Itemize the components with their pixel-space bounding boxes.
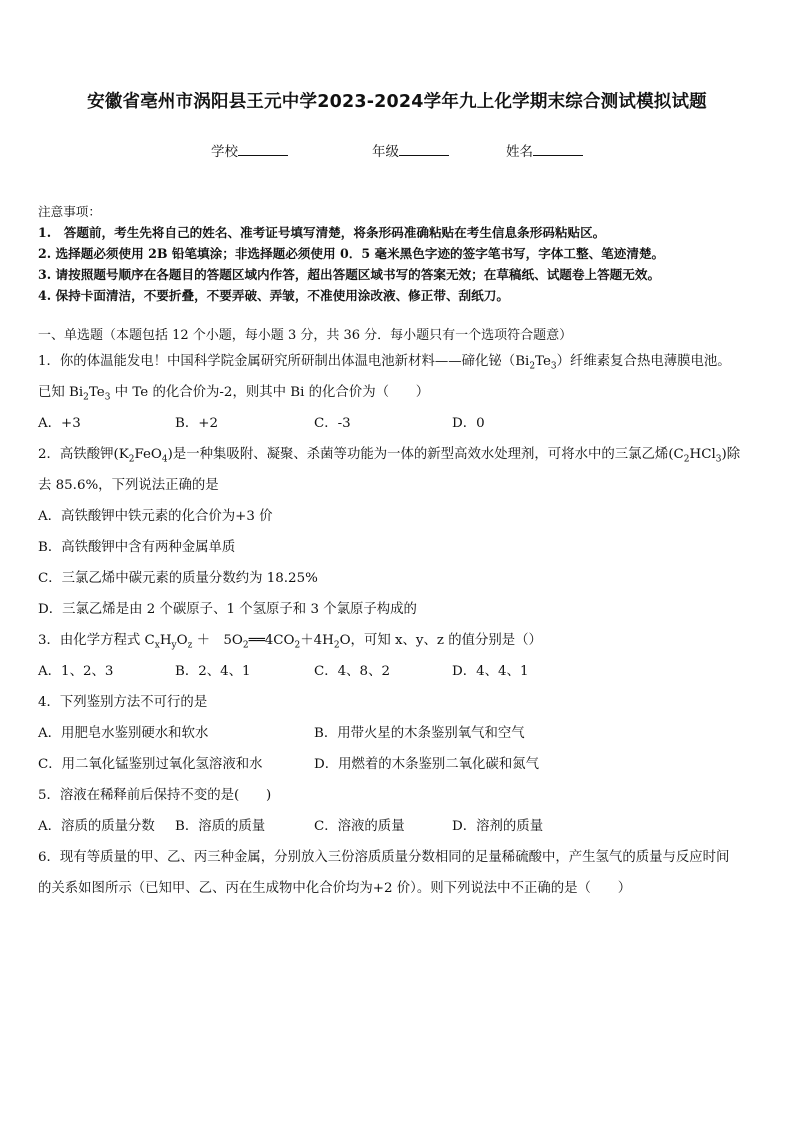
exam-title: 安徽省亳州市涡阳县王元中学2023-2024学年九上化学期末综合测试模拟试题: [87, 92, 707, 112]
q3-option-c[interactable]: C．4、8、2: [314, 664, 390, 679]
q2-stem-line2: 去 85.6%，下列说法正确的是: [38, 478, 219, 493]
school-field: [211, 140, 288, 160]
q2-option-b[interactable]: B．高铁酸钾中含有两种金属单质: [38, 540, 236, 555]
q2-option-d[interactable]: D．三氯乙烯是由 2 个碳原子、1 个氢原子和 3 个氯原子构成的: [38, 602, 417, 617]
q1-stem-line1: 1．你的体温能发电！中国科学院金属研究所研制出体温电池新材料——碲化铋$(Bi_2Te_3)$纤维素复合热电薄膜电池。: [38, 354, 731, 372]
notice-item: 3. 请按照题号顺序在各题目的答题区域内作答，超出答题区域书写的答案无效；在草稿纸、试题卷上答题无效。: [38, 267, 661, 282]
q5-option-b[interactable]: B．溶质的质量: [175, 819, 266, 834]
grade-field: [372, 140, 449, 160]
q1-stem-line2: 已知 $Bi_2Te_3$ 中 Te 的化合价为-2，则其中 Bi 的化合价为（ ）: [38, 385, 430, 403]
q3-option-b[interactable]: B．2、4、1: [175, 664, 251, 679]
q4-stem: 4．下列鉴别方法不可行的是: [38, 695, 208, 710]
q5-stem: 5．溶液在稀释前后保持不变的是( ): [38, 788, 272, 803]
q3-option-a[interactable]: A．1、2、3: [38, 664, 114, 679]
grade-blank[interactable]: [399, 141, 449, 156]
q5-option-a[interactable]: A．溶质的质量分数: [38, 819, 155, 834]
q5-option-d[interactable]: D．溶剂的质量: [452, 819, 544, 834]
notice-item: 2. 选择题必须使用 2B 铅笔填涂；非选择题必须使用 0．5 毫米黑色字迹的签字笔书写，字体工整、笔迹清楚。: [38, 246, 665, 261]
student-info-row: [0, 140, 794, 160]
q3-option-d[interactable]: D．4、4、1: [452, 664, 529, 679]
notice-block: [38, 201, 758, 306]
q4-option-c[interactable]: C．用二氧化锰鉴别过氧化氢溶液和水: [38, 757, 263, 772]
notice-item: 4. 保持卡面清洁，不要折叠，不要弄破、弄皱，不准使用涂改液、修正带、刮纸刀。: [38, 288, 509, 303]
notice-item: 1. 答题前，考生先将自己的姓名、准考证号填写清楚，将条形码准确粘贴在考生信息条形码粘贴区。: [38, 225, 606, 240]
name-field: [506, 140, 583, 160]
q3-stem: 3．由化学方程式 $C_xH_yO_z$ ＋ $5O_2══4CO_2+4H_2O$，可知 x、y、z 的值分别是（）: [38, 633, 542, 651]
q6-stem-line2: 的关系如图所示（已知甲、乙、丙在生成物中化合价均为+2 价）。则下列说法中不正确的是（ ）: [38, 881, 632, 896]
q1-option-d[interactable]: D．0: [452, 416, 485, 431]
school-blank[interactable]: [238, 141, 288, 156]
q1-option-a[interactable]: A．+3: [38, 416, 81, 431]
q6-stem-line1: 6．现有等质量的甲、乙、丙三种金属，分别放入三份溶质质量分数相同的足量稀硫酸中，产生氢气的质量与反应时间: [38, 850, 730, 865]
section-heading: 一、单选题（本题包括 12 个小题，每小题 3 分，共 36 分．每小题只有一个选项符合题意）: [38, 328, 573, 343]
q2-option-c[interactable]: C．三氯乙烯中碳元素的质量分数约为 18.25%: [38, 571, 318, 586]
q4-option-b[interactable]: B．用带火星的木条鉴别氧气和空气: [314, 726, 525, 741]
name-blank[interactable]: [533, 141, 583, 156]
name-label: 姓名: [506, 144, 533, 160]
q2-stem-line1: 2．高铁酸钾$(K_2FeO_4)$是一种集吸附、凝聚、杀菌等功能为一体的新型高效水处理剂，可将水中的三氯乙烯$(C_2HCl_3)$除: [38, 447, 741, 465]
q1-option-c[interactable]: C．-3: [314, 416, 351, 431]
grade-label: 年级: [372, 144, 399, 160]
q4-option-a[interactable]: A．用肥皂水鉴别硬水和软水: [38, 726, 209, 741]
school-label: 学校: [211, 144, 238, 160]
q4-option-d[interactable]: D．用燃着的木条鉴别二氧化碳和氮气: [314, 757, 539, 772]
notice-heading: 注意事项：: [38, 204, 101, 219]
q5-option-c[interactable]: C．溶液的质量: [314, 819, 405, 834]
q2-option-a[interactable]: A．高铁酸钾中铁元素的化合价为+3 价: [38, 509, 273, 524]
q1-option-b[interactable]: B．+2: [175, 416, 218, 431]
